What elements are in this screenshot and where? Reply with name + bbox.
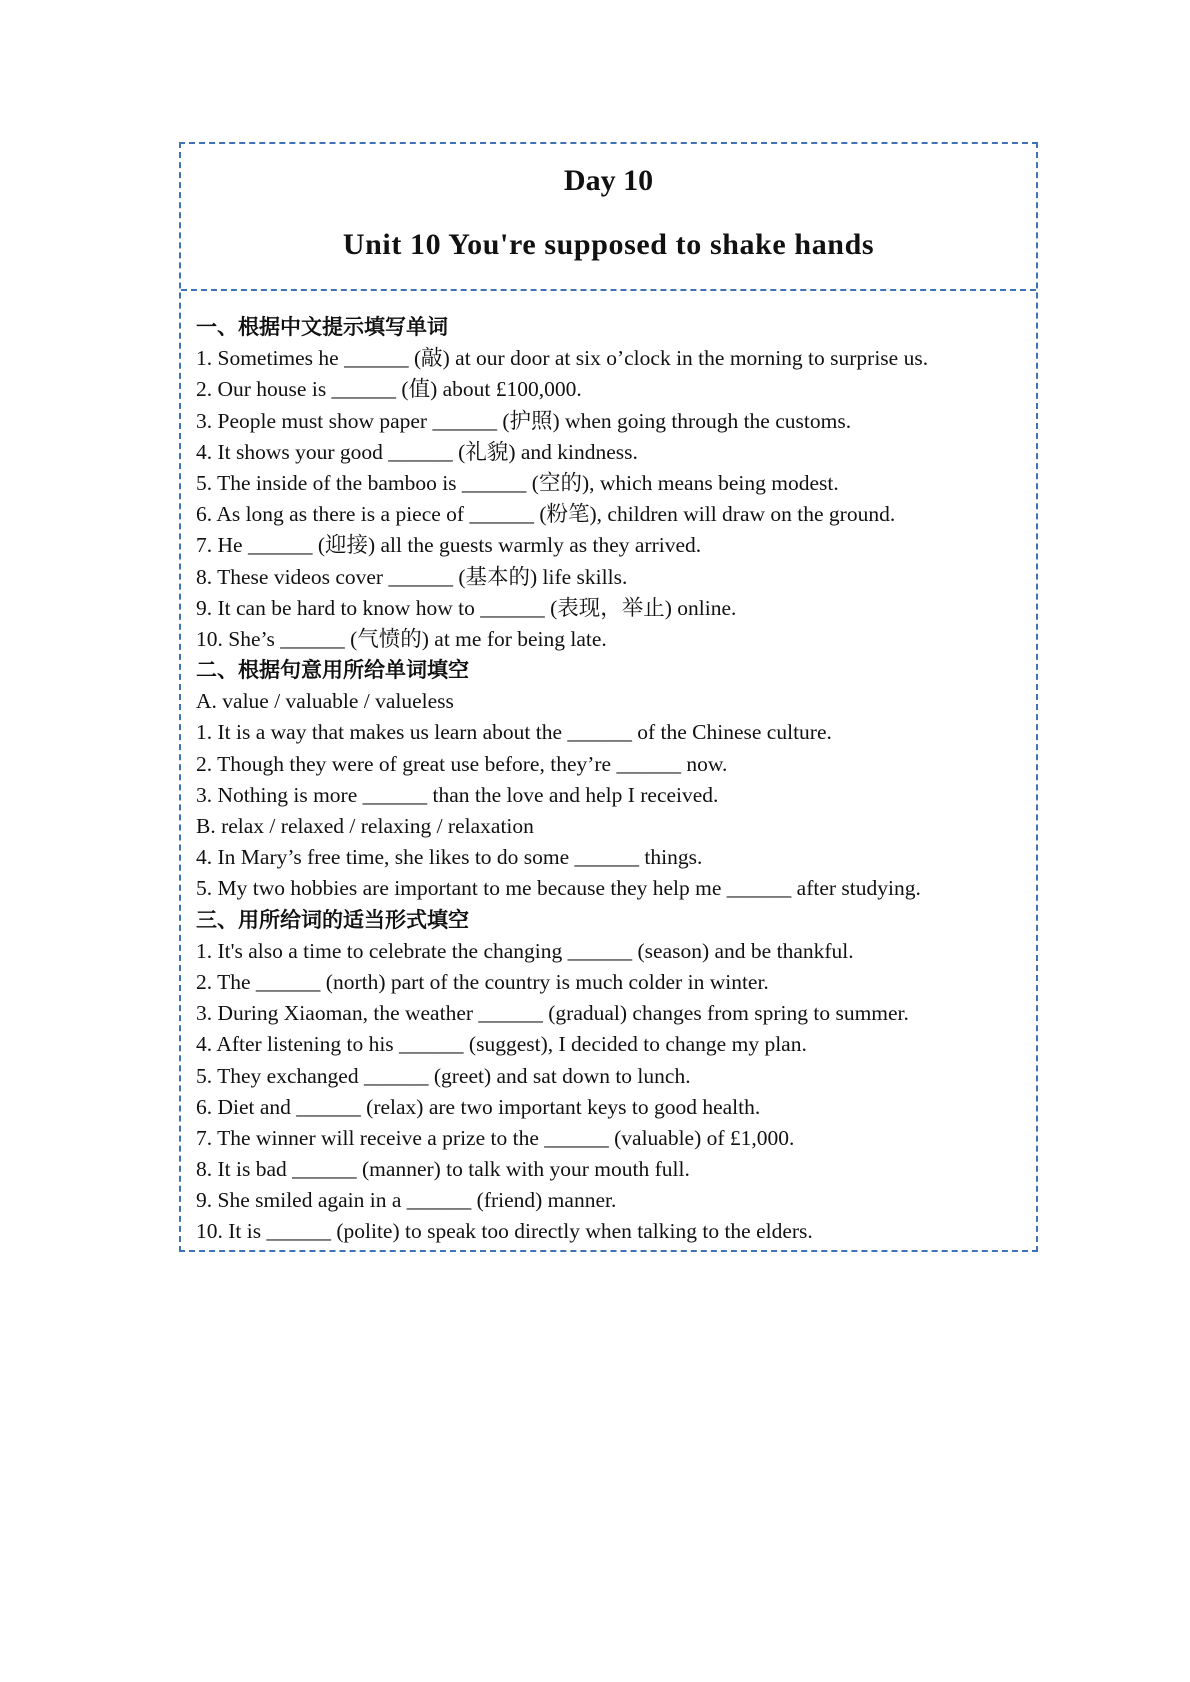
exercise-item: 6. Diet and ______ (relax) are two important keys to good health. [196, 1094, 761, 1119]
exercise-item: 7. The winner will receive a prize to the ______ (valuable) of £1,000. [196, 1125, 795, 1150]
exercise-item: 8. These videos cover ______ (基本的) life skills. [196, 564, 628, 589]
worksheet-box [179, 142, 1038, 1252]
exercise-item: 1. Sometimes he ______ (敲) at our door at six o’clock in the morning to surprise us. [196, 346, 929, 371]
word-group: B. relax / relaxed / relaxing / relaxation [196, 814, 534, 838]
worksheet-header [181, 144, 1036, 291]
section-heading: 三、用所给词的适当形式填空 [196, 907, 469, 932]
exercise-item: 10. It is ______ (polite) to speak too directly when talking to the elders. [196, 1219, 813, 1244]
exercise-item: 2. Our house is ______ (值) about £100,000. [196, 377, 582, 402]
exercise-item: 8. It is bad ______ (manner) to talk with your mouth full. [196, 1157, 690, 1182]
section-heading: 一、根据中文提示填写单词 [196, 315, 448, 339]
exercise-item: 9. It can be hard to know how to ______ (表现，举止) online. [196, 595, 737, 620]
exercise-item: 3. People must show paper ______ (护照) when going through the customs. [196, 408, 852, 433]
exercise-item: 4. It shows your good ______ (礼貌) and kindness. [196, 439, 638, 464]
exercise-item: 5. My two hobbies are important to me because they help me ______ after studying. [196, 876, 921, 901]
exercise-item: 10. She’s ______ (气愤的) at me for being late. [196, 626, 607, 651]
exercise-item: 2. Though they were of great use before, they’re ______ now. [196, 751, 728, 776]
exercise-item: 1. It's also a time to celebrate the changing ______ (season) and be thankful. [196, 938, 854, 963]
exercise-item: 4. In Mary’s free time, she likes to do some ______ things. [196, 845, 703, 870]
day-title: Day 10 [563, 164, 654, 197]
exercise-item: 1. It is a way that makes us learn about the ______ of the Chinese culture. [196, 720, 832, 745]
exercise-item: 5. They exchanged ______ (greet) and sat down to lunch. [196, 1063, 691, 1088]
exercise-item: 3. During Xiaoman, the weather ______ (gradual) changes from spring to summer. [196, 1001, 909, 1026]
exercise-item: 5. The inside of the bamboo is ______ (空的), which means being modest. [196, 470, 839, 495]
exercise-item: 9. She smiled again in a ______ (friend) manner. [196, 1188, 617, 1213]
unit-title: Unit 10 You're supposed to shake hands [342, 228, 875, 261]
exercise-item: 6. As long as there is a piece of ______ (粉笔), children will draw on the ground. [196, 502, 896, 527]
word-group: A. value / valuable / valueless [196, 689, 454, 714]
exercise-item: 2. The ______ (north) part of the country is much colder in winter. [196, 969, 769, 994]
exercise-content [196, 312, 1032, 1248]
exercise-item: 3. Nothing is more ______ than the love and help I received. [196, 782, 719, 807]
exercise-item: 4. After listening to his ______ (suggest), I decided to change my plan. [196, 1032, 807, 1057]
exercise-item: 7. He ______ (迎接) all the guests warmly as they arrived. [196, 533, 702, 558]
section-heading: 二、根据句意用所给单词填空 [196, 658, 469, 683]
